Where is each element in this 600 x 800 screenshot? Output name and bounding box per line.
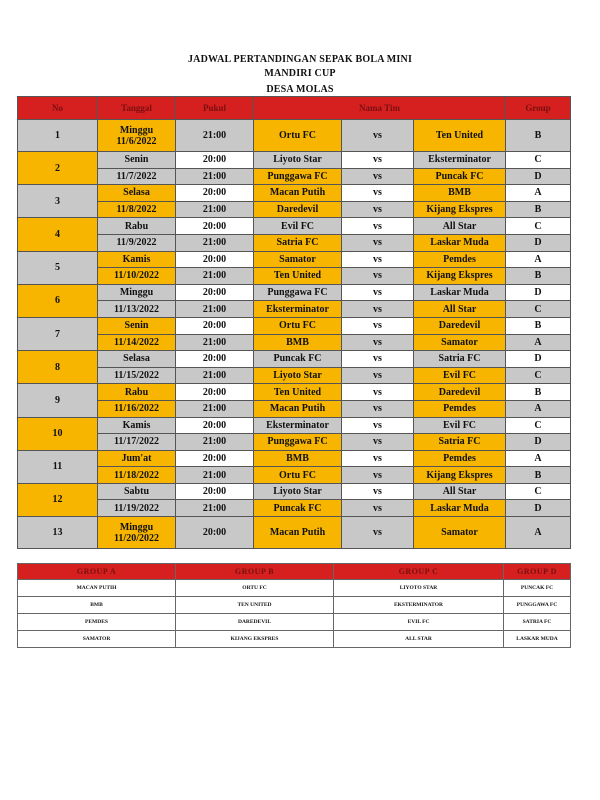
match-row <box>18 218 571 235</box>
col-header-group: Group <box>506 97 571 120</box>
doc-title: JADWAL PERTANDINGAN SEPAK BOLA MINI <box>187 54 413 65</box>
match-row <box>18 152 571 169</box>
match-row <box>18 351 571 368</box>
home-team: Eksterminator <box>254 417 342 434</box>
match-group: A <box>506 334 571 351</box>
match-row <box>18 467 571 484</box>
match-day-name: Rabu <box>98 218 176 235</box>
group-team-cell: BMB <box>18 597 176 614</box>
match-row <box>18 284 571 301</box>
away-team: Puncak FC <box>414 168 506 185</box>
match-day-name: Jum'at <box>98 450 176 467</box>
match-date: 11/16/2022 <box>98 400 176 417</box>
match-time: 21:00 <box>176 268 254 285</box>
vs-label: vs <box>342 483 414 500</box>
home-team: Evil FC <box>254 218 342 235</box>
home-team: Ortu FC <box>254 467 342 484</box>
match-time: 21:00 <box>176 120 254 152</box>
match-group: B <box>506 120 571 152</box>
match-day-number: 4 <box>18 218 98 251</box>
vs-label: vs <box>342 351 414 368</box>
match-time: 21:00 <box>176 434 254 451</box>
match-group: B <box>506 384 571 401</box>
home-team: Ten United <box>254 268 342 285</box>
match-row <box>18 450 571 467</box>
group-team-cell: DAREDEVIL <box>176 614 334 631</box>
match-row <box>18 317 571 334</box>
match-row <box>18 334 571 351</box>
vs-label: vs <box>342 467 414 484</box>
match-day-number: 3 <box>18 185 98 218</box>
match-day-number: 6 <box>18 284 98 317</box>
match-day-number: 7 <box>18 317 98 350</box>
vs-label: vs <box>342 417 414 434</box>
home-team: Ortu FC <box>254 120 342 152</box>
vs-label: vs <box>342 201 414 218</box>
match-day-number: 12 <box>18 483 98 516</box>
match-group: D <box>506 351 571 368</box>
group-list-row <box>18 597 571 614</box>
match-date: 11/10/2022 <box>98 268 176 285</box>
group-team-cell: TEN UNITED <box>176 597 334 614</box>
match-time: 21:00 <box>176 500 254 517</box>
group-list-row <box>18 614 571 631</box>
match-row <box>18 301 571 318</box>
group-list-row <box>18 580 571 597</box>
match-date: 11/19/2022 <box>98 500 176 517</box>
match-date: 11/13/2022 <box>98 301 176 318</box>
match-group: A <box>506 185 571 202</box>
col-header-tanggal: Tanggal <box>98 97 176 120</box>
match-time: 21:00 <box>176 201 254 218</box>
groups-header-row <box>18 564 571 580</box>
match-time: 21:00 <box>176 334 254 351</box>
group-team-cell: MACAN PUTIH <box>18 580 176 597</box>
away-team: Kijang Ekspres <box>414 467 506 484</box>
match-time: 20:00 <box>176 517 254 549</box>
match-time: 21:00 <box>176 168 254 185</box>
match-time: 21:00 <box>176 234 254 251</box>
group-team-cell: PUNGGAWA FC <box>504 597 571 614</box>
match-row <box>18 417 571 434</box>
group-team-cell: LASKAR MUDA <box>504 631 571 648</box>
away-team: Pemdes <box>414 251 506 268</box>
away-team: Samator <box>414 517 506 549</box>
match-row <box>18 384 571 401</box>
home-team: Daredevil <box>254 201 342 218</box>
match-time: 20:00 <box>176 384 254 401</box>
match-date-cell <box>98 120 176 152</box>
match-date: 11/14/2022 <box>98 334 176 351</box>
match-date: 11/17/2022 <box>98 434 176 451</box>
match-time: 20:00 <box>176 251 254 268</box>
match-day-name: Rabu <box>98 384 176 401</box>
match-time: 20:00 <box>176 417 254 434</box>
vs-label: vs <box>342 317 414 334</box>
vs-label: vs <box>342 517 414 549</box>
match-date: 11/9/2022 <box>98 234 176 251</box>
match-day-name: Senin <box>98 317 176 334</box>
match-group: C <box>506 152 571 169</box>
match-row <box>18 483 571 500</box>
match-group: C <box>506 218 571 235</box>
vs-label: vs <box>342 152 414 169</box>
group-d-header: GROUP D <box>504 564 571 580</box>
match-time: 21:00 <box>176 367 254 384</box>
away-team: Pemdes <box>414 450 506 467</box>
group-list-row <box>18 631 571 648</box>
group-team-cell: LIYOTO STAR <box>334 580 504 597</box>
groups-table <box>17 563 571 648</box>
home-team: Punggawa FC <box>254 168 342 185</box>
match-row <box>18 120 571 152</box>
match-row <box>18 517 571 549</box>
away-team: Daredevil <box>414 317 506 334</box>
match-group: B <box>506 467 571 484</box>
match-row <box>18 201 571 218</box>
match-day-name: Minggu <box>98 284 176 301</box>
vs-label: vs <box>342 284 414 301</box>
match-time: 20:00 <box>176 218 254 235</box>
match-time: 20:00 <box>176 152 254 169</box>
match-group: A <box>506 400 571 417</box>
match-date: 11/7/2022 <box>98 168 176 185</box>
group-a-header: GROUP A <box>18 564 176 580</box>
match-date: 11/6/2022 <box>116 135 157 147</box>
vs-label: vs <box>342 384 414 401</box>
match-row <box>18 367 571 384</box>
away-team: Daredevil <box>414 384 506 401</box>
match-time: 20:00 <box>176 317 254 334</box>
match-group: C <box>506 367 571 384</box>
match-day-number: 9 <box>18 384 98 417</box>
vs-label: vs <box>342 234 414 251</box>
vs-label: vs <box>342 434 414 451</box>
home-team: BMB <box>254 450 342 467</box>
match-time: 20:00 <box>176 483 254 500</box>
match-time: 21:00 <box>176 301 254 318</box>
match-day-name: Sabtu <box>98 483 176 500</box>
group-c-header: GROUP C <box>334 564 504 580</box>
match-day-number: 2 <box>18 152 98 185</box>
match-day-name: Minggu <box>119 124 154 136</box>
vs-label: vs <box>342 268 414 285</box>
match-group: D <box>506 434 571 451</box>
match-day-name: Kamis <box>98 251 176 268</box>
match-date: 11/20/2022 <box>113 532 159 544</box>
col-header-pukul: Pukul <box>176 97 254 120</box>
match-time: 20:00 <box>176 284 254 301</box>
match-group: C <box>506 483 571 500</box>
away-team: Satria FC <box>414 434 506 451</box>
match-day-number: 5 <box>18 251 98 284</box>
match-group: B <box>506 268 571 285</box>
home-team: BMB <box>254 334 342 351</box>
away-team: Evil FC <box>414 367 506 384</box>
match-group: D <box>506 168 571 185</box>
vs-label: vs <box>342 450 414 467</box>
schedule-body <box>18 120 571 549</box>
away-team: Ten United <box>414 120 506 152</box>
match-time: 21:00 <box>176 400 254 417</box>
match-day-name: Senin <box>98 152 176 169</box>
home-team: Punggawa FC <box>254 434 342 451</box>
away-team: BMB <box>414 185 506 202</box>
match-row <box>18 400 571 417</box>
group-team-cell: EKSTERMINATOR <box>334 597 504 614</box>
match-time: 20:00 <box>176 450 254 467</box>
match-row <box>18 434 571 451</box>
match-group: C <box>506 301 571 318</box>
match-group: A <box>506 251 571 268</box>
vs-label: vs <box>342 500 414 517</box>
groups-body <box>18 580 571 648</box>
match-group: C <box>506 417 571 434</box>
group-team-cell: ALL STAR <box>334 631 504 648</box>
match-group: A <box>506 517 571 549</box>
match-row <box>18 500 571 517</box>
vs-label: vs <box>342 218 414 235</box>
home-team: Liyoto Star <box>254 367 342 384</box>
match-group: B <box>506 317 571 334</box>
match-group: A <box>506 450 571 467</box>
match-date-cell <box>98 517 176 549</box>
vs-label: vs <box>342 251 414 268</box>
match-day-number: 11 <box>18 450 98 483</box>
away-team: Laskar Muda <box>414 500 506 517</box>
match-group: D <box>506 284 571 301</box>
home-team: Liyoto Star <box>254 152 342 169</box>
away-team: Eksterminator <box>414 152 506 169</box>
vs-label: vs <box>342 185 414 202</box>
group-team-cell: SATRIA FC <box>504 614 571 631</box>
match-time: 20:00 <box>176 185 254 202</box>
away-team: All Star <box>414 218 506 235</box>
match-row <box>18 251 571 268</box>
match-day-number: 1 <box>18 120 98 152</box>
home-team: Liyoto Star <box>254 483 342 500</box>
home-team: Macan Putih <box>254 517 342 549</box>
col-header-nama-tim: Nama Tim <box>254 97 506 120</box>
home-team: Macan Putih <box>254 185 342 202</box>
doc-location: DESA MOLAS <box>266 84 334 95</box>
match-row <box>18 168 571 185</box>
group-team-cell: KIJANG EKSPRES <box>176 631 334 648</box>
vs-label: vs <box>342 301 414 318</box>
col-header-no: No <box>18 97 98 120</box>
group-b-header: GROUP B <box>176 564 334 580</box>
group-team-cell: PUNCAK FC <box>504 580 571 597</box>
vs-label: vs <box>342 367 414 384</box>
match-group: D <box>506 500 571 517</box>
match-date: 11/8/2022 <box>98 201 176 218</box>
match-group: D <box>506 234 571 251</box>
home-team: Puncak FC <box>254 500 342 517</box>
group-team-cell: PEMDES <box>18 614 176 631</box>
away-team: Laskar Muda <box>414 284 506 301</box>
home-team: Macan Putih <box>254 400 342 417</box>
match-row <box>18 268 571 285</box>
match-row <box>18 185 571 202</box>
match-day-number: 10 <box>18 417 98 450</box>
match-day-number: 8 <box>18 351 98 384</box>
doc-subtitle: MANDIRI CUP <box>264 68 336 79</box>
away-team: Kijang Ekspres <box>414 201 506 218</box>
away-team: All Star <box>414 483 506 500</box>
match-date: 11/18/2022 <box>98 467 176 484</box>
home-team: Ten United <box>254 384 342 401</box>
match-day-number: 13 <box>18 517 98 549</box>
match-time: 21:00 <box>176 467 254 484</box>
match-date: 11/15/2022 <box>98 367 176 384</box>
match-time: 20:00 <box>176 351 254 368</box>
group-team-cell: EVIL FC <box>334 614 504 631</box>
home-team: Puncak FC <box>254 351 342 368</box>
away-team: Satria FC <box>414 351 506 368</box>
match-day-name: Selasa <box>98 351 176 368</box>
vs-label: vs <box>342 168 414 185</box>
vs-label: vs <box>342 120 414 152</box>
match-group: B <box>506 201 571 218</box>
home-team: Samator <box>254 251 342 268</box>
home-team: Satria FC <box>254 234 342 251</box>
match-row <box>18 234 571 251</box>
group-team-cell: ORTU FC <box>176 580 334 597</box>
vs-label: vs <box>342 400 414 417</box>
away-team: All Star <box>414 301 506 318</box>
match-day-name: Selasa <box>98 185 176 202</box>
away-team: Kijang Ekspres <box>414 268 506 285</box>
home-team: Eksterminator <box>254 301 342 318</box>
group-team-cell: SAMATOR <box>18 631 176 648</box>
match-day-name: Kamis <box>98 417 176 434</box>
away-team: Samator <box>414 334 506 351</box>
away-team: Evil FC <box>414 417 506 434</box>
away-team: Pemdes <box>414 400 506 417</box>
schedule-header-row <box>18 97 571 120</box>
schedule-table <box>17 96 571 549</box>
home-team: Ortu FC <box>254 317 342 334</box>
match-day-name: Minggu <box>119 521 154 533</box>
away-team: Laskar Muda <box>414 234 506 251</box>
home-team: Punggawa FC <box>254 284 342 301</box>
vs-label: vs <box>342 334 414 351</box>
